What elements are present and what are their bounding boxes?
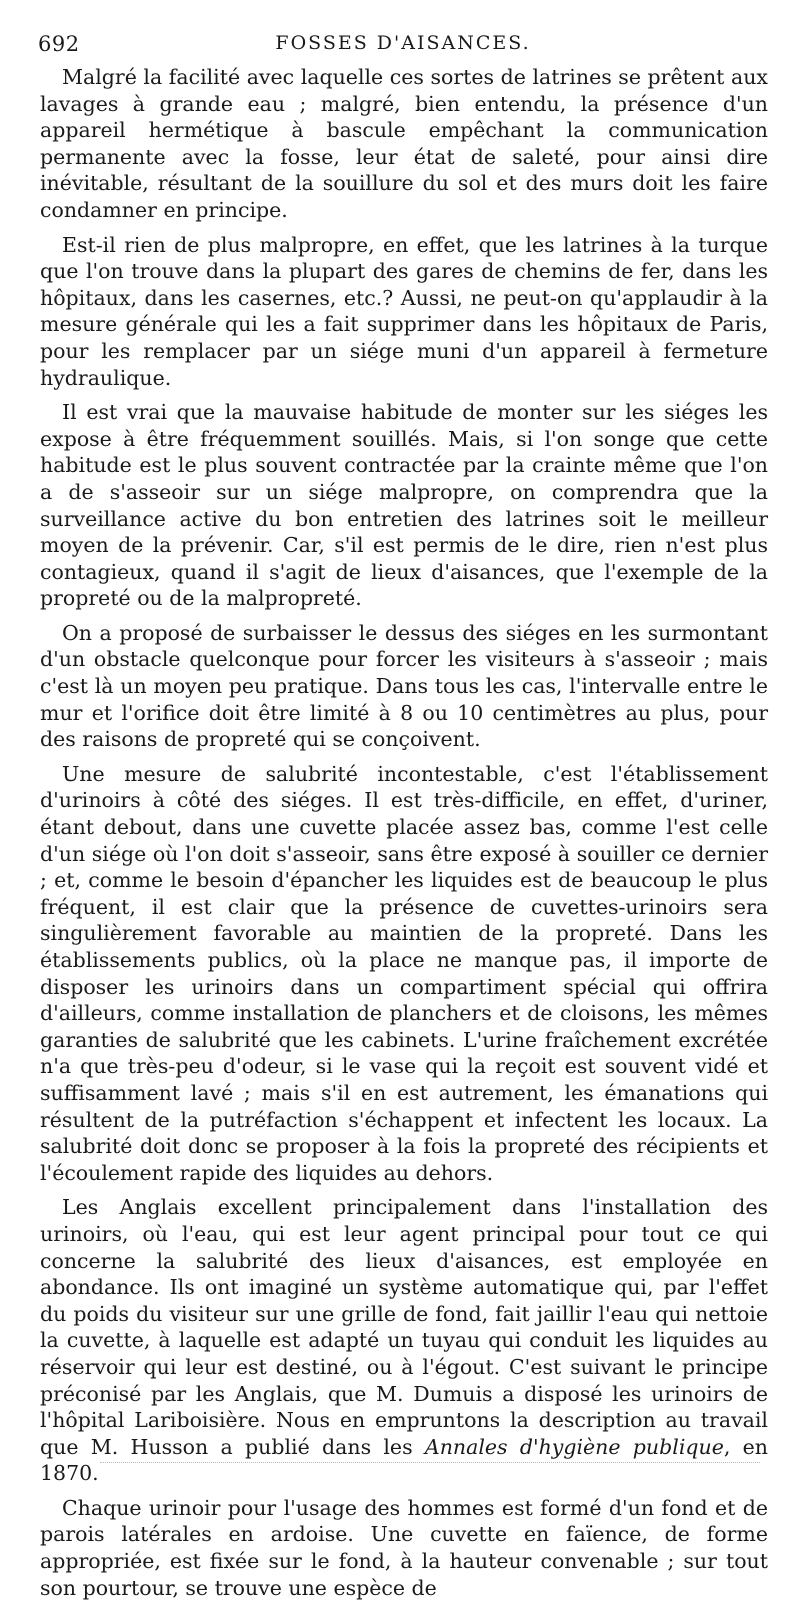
footer-dotted-rule — [100, 1462, 760, 1463]
paragraph: Est-il rien de plus malpropre, en effet, que les latrines à la turque que l'on trouve dans la plupart des gares de chemins de fer, dans les hôpitaux, dans les casernes, etc.? Aussi, ne peut-on qu'applaudir à la mesure générale qui les a fait supprimer dans les hôpitaux de Paris, pour les remplacer par un siége muni d'un appareil à fermeture hydraulique. — [40, 232, 768, 390]
paragraph: Malgré la facilité avec laquelle ces sortes de latrines se prêtent aux lavages à grande eau ; malgré, bien entendu, la présence d'un appareil hermétique à bascule empêchant la communication permanente avec la fosse, leur état de saleté, pour ainsi dire inévitable, résultant de la souillure du sol et des murs doit les faire condamner en principe. — [40, 65, 768, 222]
page-number: 692 — [38, 32, 80, 56]
paragraph: On a proposé de surbaisser le dessus des siéges en les surmontant d'un obstacle quelconque pour forcer les visiteurs à s'asseoir ; mais c'est là un moyen peu pratique. Dans tous les cas, l'intervalle entre le mur et l'orifice doit être limité à 8 ou 10 centimètres au plus, pour des raisons de propreté qui se conçoivent. — [40, 620, 768, 752]
paragraph-text: Les Anglais excellent principalement dans l'installation des urinoirs, où l'eau, qui est leur agent principal pour tout ce qui concerne la salubrité des lieux d'aisances, est employée en abondance. Ils ont imaginé un système automatique qui, par l'effet du poids du visiteur sur une grille de fond, fait jaillir l'eau qui nettoie la cuvette, à laquelle est adapté un tuyau qui conduit les liquides au réservoir qui leur est destiné, ou à l'égout. C'est suivant le principe préconisé par les Anglais, que M. Dumuis a disposé les urinoirs de l'hôpital Lariboisière. Nous en empruntons la description au travail que M. Husson a publié dans les — [40, 1195, 768, 1459]
paragraph: Il est vrai que la mauvaise habitude de monter sur les siéges les expose à être fréquemment souillés. Mais, si l'on songe que cette habitude est le plus souvent contractée par la crainte même que l'on a de s'asseoir sur un siége malpropre, on comprendra que la surveillance active du bon entretien des latrines soit le meilleur moyen de la prévenir. Car, s'il est permis de le dire, rien n'est plus contagieux, quand il s'agit de lieux d'aisances, que l'exemple de la propreté ou de la malpropreté. — [40, 400, 768, 611]
paragraph: Chaque urinoir pour l'usage des hommes est formé d'un fond et de parois latérales en ardoise. Une cuvette en faïence, de forme appropriée, est fixée sur le fond, à la hauteur convenable ; sur tout son pourtour, se trouve une espèce de — [40, 1495, 768, 1600]
journal-title: Annales d'hygiène publique — [424, 1434, 724, 1459]
body-text — [40, 64, 768, 1609]
citation-tail: , en 1870. — [40, 1434, 768, 1486]
page-header — [38, 24, 768, 64]
running-title: FOSSES D'AISANCES. — [275, 32, 531, 54]
paragraph-with-citation — [40, 1194, 768, 1487]
paragraph: Une mesure de salubrité incontestable, c'est l'établissement d'urinoirs à côté des siéges. Il est très-difficile, en effet, d'uriner, étant debout, dans une cuvette placée assez bas, comme l'est celle d'un siége où l'on doit s'asseoir, sans être exposé à souiller ce dernier ; et, comme le besoin d'épancher les liquides est de beaucoup le plus fréquent, il est clair que la présence de cuvettes-urinoirs sera singulièrement favorable au maintien de la propreté. Dans les établissements publics, où la place ne manque pas, il importe de disposer les urinoirs dans un compartiment spécial qui offrira d'ailleurs, comme installation de planchers et de cloisons, les mêmes garanties de salubrité que les cabinets. L'urine fraîchement excrétée n'a que très-peu d'odeur, si le vase qui la reçoit est souvent vidé et suffisamment lavé ; mais s'il en est autrement, les émanations qui résultent de la putréfaction s'échappent et infectent les locaux. La salubrité doit donc se proposer à la fois la propreté des récipients et l'écoulement rapide des liquides au dehors. — [40, 761, 768, 1185]
